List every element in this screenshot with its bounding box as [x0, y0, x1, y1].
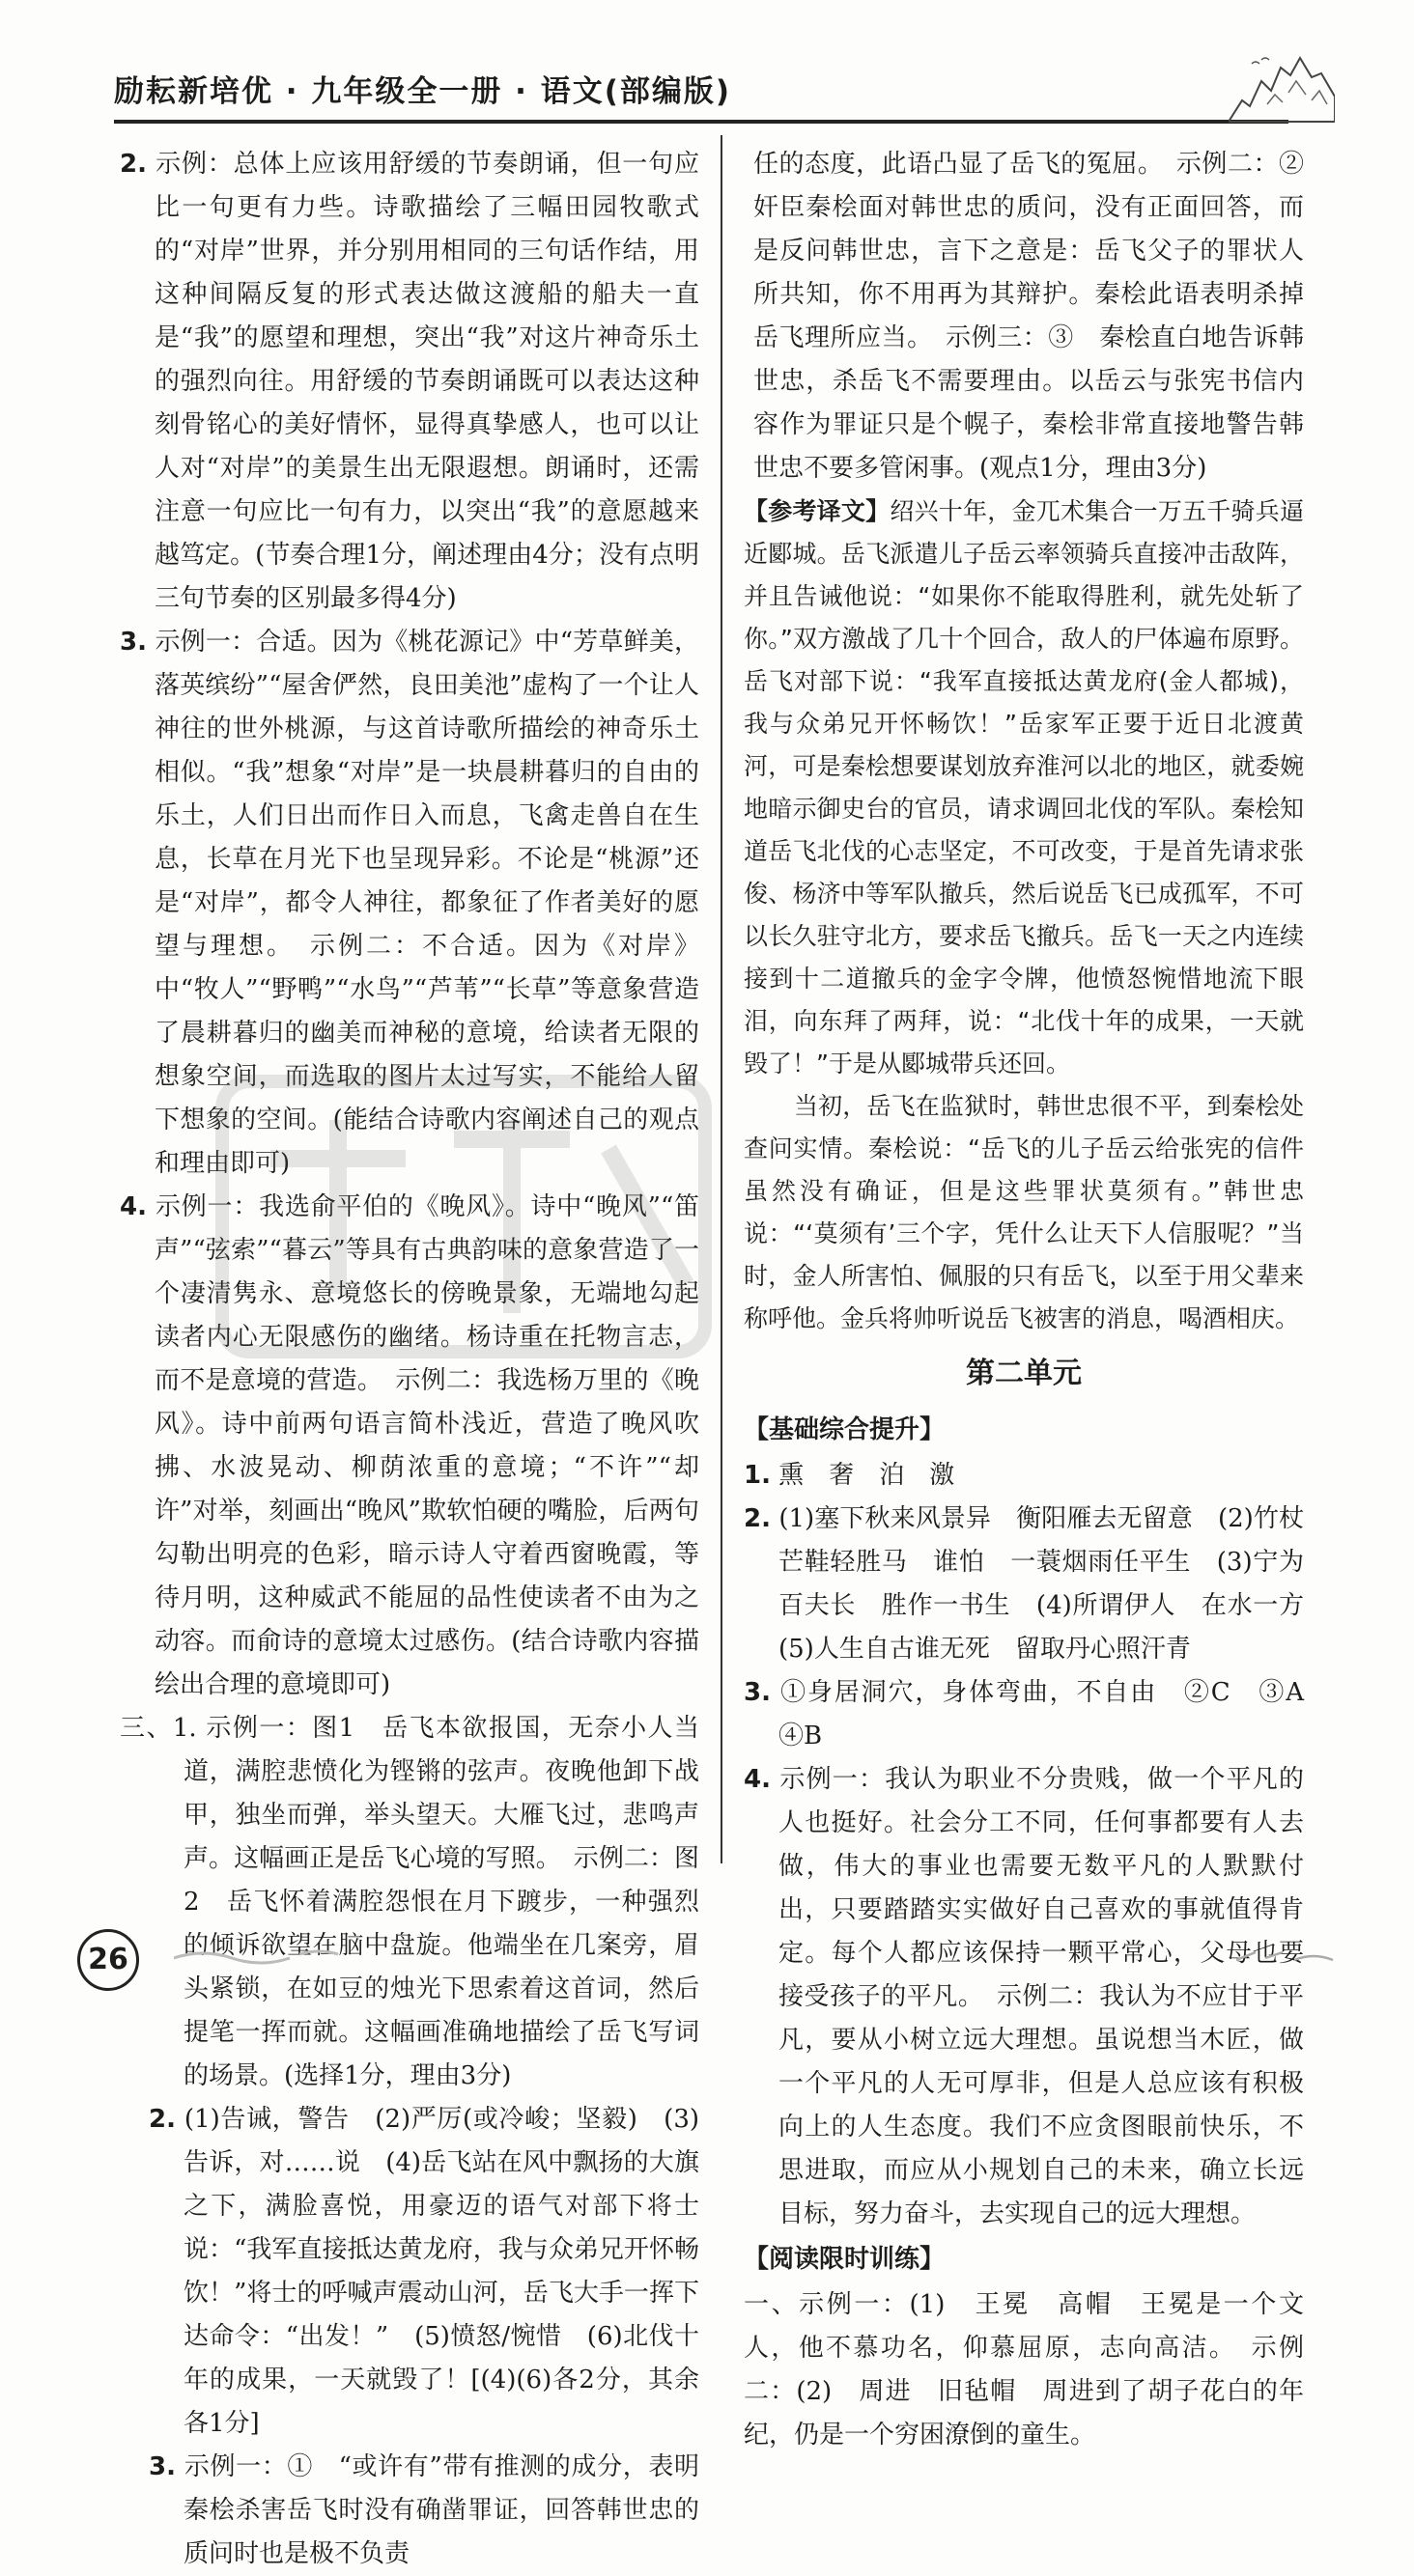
answer-number: 2. [120, 150, 147, 179]
section-label-basic: 【基础综合提升】 [744, 1415, 946, 1444]
answer-text: 示例：总体上应该用舒缓的节奏朗诵，但一句应比一句更有力些。诗歌描绘了三幅田园牧歌式的“对岸”世界，并分别用相同的三句话作结，用这种间隔反复的形式表达做这渡船的船夫一直是“我”的愿望和理想，突出“我”对这片神奇乐土的强烈向往。用舒缓的节奏朗诵既可以表达这种刻骨铭心的美好情怀，显得真挚感人，也可以让人对“对岸”的美景生出无限遐想。朗诵时，还需注意一句应比一句有力，以突出“我”的意愿越来越笃定。(节奏合理1分，阐述理由4分；没有点明三句节奏的区别最多得4分) [155, 150, 699, 613]
column-divider [721, 135, 722, 1863]
answer-text: 示例一：合适。因为《桃花源记》中“芳草鲜美，落英缤纷”“屋舍俨然，良田美池”虚构了一个让人神往的世外桃源，与这首诗歌所描绘的神奇乐土相似。“我”想象“对岸”是一块晨耕暮归的自由的乐土，人们日出而作日入而息，飞禽走兽自在生息，长草在月光下也呈现异彩。不论是“桃源”还是“对岸”，都令人神往，都象征了作者美好的愿望与理想。 示例二：不合适。因为《对岸》中“牧人”“野鸭”“水鸟”“芦苇”“长草”等意象营造了晨耕暮归的幽美而神秘的意境，给读者无限的想象空间，而选取的图片太过写实，不能给人留下想象的空间。(能结合诗歌内容阐述自己的观点和理由即可) [155, 628, 699, 1178]
answer-text: 示例一：我选俞平伯的《晚风》。诗中“晚风”“笛声”“弦索”“暮云”等具有古典韵味的意象营造了一个凄清隽永、意境悠长的傍晚景象，无端地勾起读者内心无限感伤的幽绪。杨诗重在托物言志，而不是意境的营造。 示例二：我选杨万里的《晚风》。诗中前两句语言简朴浅近，营造了晚风吹拂、水波晃动、柳荫浓重的意境；“不许”“却许”对举，刻画出“晚风”欺软怕硬的嘴脸，后两句勾勒出明亮的色彩，暗示诗人守着西窗晚霞，等待月明，这种威武不能屈的品性使读者不由为之动容。而俞诗的意境太过感伤。(结合诗歌内容描绘出合理的意境即可) [155, 1192, 700, 1699]
answer-number: 3. [120, 628, 147, 657]
translation-paragraph-1 [744, 490, 1304, 1085]
answer-number: 3. [149, 2452, 176, 2481]
answer-text: 示例一：① “或许有”带有推测的成分，表明秦桧杀害岳飞时没有确凿罪证，回答韩世忠的质问时也是极不负责 [184, 2452, 700, 2568]
reading-1: 一、示例一：(1) 王冕 高帽 王冕是一个文人，他不慕功名，仰慕屈原，志向高洁。 示例二：(2) 周进 旧毡帽 周进到了胡子花白的年纪，仍是一个穷困潦倒的童生。 [744, 2290, 1304, 2450]
answer-text: (1)塞下秋来风景异 衡阳雁去无留意 (2)竹杖芒鞋轻胜马 谁怕 一蓑烟雨任平生 (3)宁为百夫长 胜作一书生 (4)所谓伊人 在水一方 (5)人生自古谁无死 留取丹心照汗青 [778, 1504, 1330, 1664]
answer-number: 3. [744, 1678, 771, 1707]
answer-4 [120, 1186, 699, 1707]
answer-text: 熏 奢 泊 激 [778, 1461, 955, 1490]
answer-continuation: 任的态度，此语凸显了岳飞的冤屈。 示例二：② 奸臣秦桧面对韩世忠的质问，没有正面回答，而是反问韩世忠，言下之意是：岳飞父子的罪状人所共知，你不用再为其辩护。秦桧此语表明杀掉岳飞理所应当。 示例三：③ 秦桧直白地告诉韩世忠，杀岳飞不需要理由。以岳云与张宪书信内容作为罪证只是个幌子，秦桧非常直接地警告韩世忠不要多管闲事。(观点1分，理由3分) [753, 150, 1330, 483]
decorative-marks [174, 1941, 367, 1970]
section-label-reading: 【阅读限时训练】 [744, 2245, 946, 2274]
basic-2 [744, 1498, 1330, 1671]
answer-3-3 [149, 2446, 699, 2576]
translation-paragraph-2: 当初，岳飞在监狱时，韩世忠很不平，到秦桧处查问实情。秦桧说：“岳飞的儿子岳云给张宪的信件虽然没有确证，但是这些罪状莫须有。”韩世忠说：“‘莫须有’三个字，凭什么让天下人信服呢？”当时，金人所害怕、佩服的只有岳飞，以至于用父辈来称呼他。金兵将帅听说岳飞被害的消息，喝酒相庆。 [744, 1092, 1304, 1332]
mountain-illustration [1229, 46, 1335, 124]
answer-text: 示例一：图1 岳飞本欲报国，无奈小人当道，满腔悲愤化为铿锵的弦声。夜晚他卸下战甲，独坐而弹，举头望天。大雁飞过，悲鸣声声。这幅画正是岳飞心境的写照。 示例二：图2 岳飞怀着满腔怨恨在月下踱步，一种强烈的倾诉欲望在脑中盘旋。他端坐在几案旁，眉头紧锁，在如豆的烛光下思索着这首词，然后提笔一挥而就。这幅画准确地描绘了岳飞写词的场景。(选择1分，理由3分) [184, 1714, 700, 2090]
answer-number: 4. [120, 1192, 147, 1221]
decorative-marks-right [1236, 1941, 1372, 1970]
translation-label: 【参考译文】 [744, 497, 891, 525]
basic-4 [744, 1758, 1304, 2236]
answer-number: 1. [744, 1461, 771, 1490]
answer-number: 三、1. [120, 1714, 197, 1743]
answer-number: 4. [744, 1765, 771, 1794]
answer-text: (1)告诫，警告 (2)严厉(或冷峻；坚毅) (3)告诉，对……说 (4)岳飞站在风中飘扬的大旗之下，满脸喜悦，用豪迈的语气对部下将士说：“我军直接抵达黄龙府，我与众弟兄开怀畅饮！”将士的呼喊声震动山河，岳飞大手一挥下达命令：“出发！” (5)愤怒/惋惜 (6)北伐十年的成果，一天就毁了！[(4)(6)各2分，其余各1分] [184, 2105, 700, 2438]
header-rule [114, 120, 1288, 124]
answer-2 [120, 143, 699, 621]
right-column [744, 143, 1330, 2457]
page-number: 26 [77, 1929, 139, 1991]
header-title: 励耘新培优 · 九年级全一册 · 语文(部编版) [114, 74, 732, 109]
answer-text: ①身居洞穴，身体弯曲，不自由 ②C ③A ④B [778, 1678, 1330, 1750]
answer-number: 2. [149, 2105, 176, 2134]
answer-3-2 [149, 2098, 699, 2446]
answer-text: 示例一：我认为职业不分贵贱，做一个平凡的人也挺好。社会分工不同，任何事都要有人去做，伟大的事业也需要无数平凡的人默默付出，只要踏踏实实做好自己喜欢的事就值得肯定。每个人都应该保持一颗平常心，父母也要接受孩子的平凡。 示例二：我认为不应甘于平凡，要从小树立远大理想。虽说想当木匠，做一个平凡的人无可厚非，但是人总应该有积极向上的人生态度。我们不应贪图眼前快乐，不思进取，而应从小规划自己的未来，确立长远目标，努力奋斗，去实现自己的远大理想。 [778, 1765, 1304, 2228]
answer-3 [120, 621, 699, 1186]
basic-3 [744, 1671, 1330, 1758]
translation-text: 绍兴十年，金兀术集合一万五千骑兵逼近郾城。岳飞派遣儿子岳云率领骑兵直接冲击敌阵，并且告诫他说：“如果你不能取得胜利，就先处斩了你。”双方激战了几十个回合，敌人的尸体遍布原野。岳飞对部下说：“我军直接抵达黄龙府(金人都城)，我与众弟兄开怀畅饮！”岳家军正要于近日北渡黄河，可是秦桧想要谋划放弃淮河以北的地区，就委婉地暗示御史台的官员，请求调回北伐的军队。秦桧知道岳飞北伐的心志坚定，不可改变，于是首先请求张俊、杨济中等军队撤兵，然后说岳飞已成孤军，不可以长久驻守北方，要求岳飞撤兵。岳飞一天之内连续接到十二道撤兵的金字令牌，他愤怒惋惜地流下眼泪，向东拜了两拜，说：“北伐十年的成果，一天就毁了！”于是从郾城带兵还回。 [744, 497, 1304, 1078]
basic-1 [744, 1454, 1304, 1498]
answer-3-1 [120, 1707, 699, 2098]
left-column [120, 143, 699, 2576]
unit-title: 第二单元 [966, 1357, 1082, 1390]
answer-number: 2. [744, 1504, 771, 1533]
